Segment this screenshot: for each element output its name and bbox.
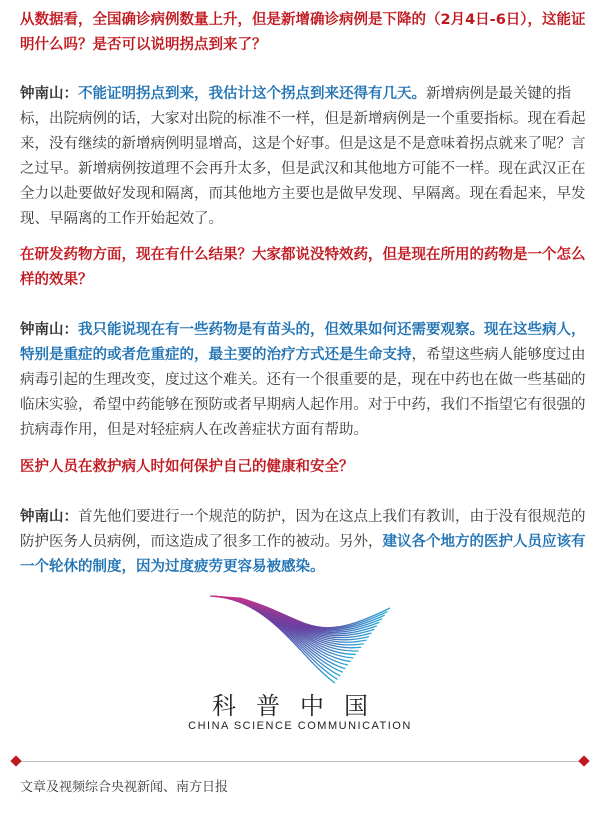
answer-2 xyxy=(20,318,586,443)
source-credit: 文章及视频综合央视新闻、南方日报 xyxy=(20,780,229,795)
speaker-label: 钟南山： xyxy=(20,322,78,338)
speaker-label: 钟南山： xyxy=(20,86,78,102)
china-science-communication-logo xyxy=(150,588,450,732)
logo-english-text: CHINA SCIENCE COMMUNICATION xyxy=(188,720,412,732)
answer-text: ，希望这些病人能够度过由病毒引起的生理改变，度过这个难关。还有一个很重要的是，现在中药也在做一些基础的临床实验，希望中药能够在预防或者早期病人起作用。对于中药，我们不指望它有很强的抗病毒作用，但是对轻症病人在改善症状方面有帮助。 xyxy=(20,347,586,438)
logo-chinese-text: 科普中国 xyxy=(212,692,388,720)
question-1: 从数据看，全国确诊病例数量上升，但是新增确诊病例是下降的（2月4日-6日），这能证明什么吗？是否可以说明拐点到来了？ xyxy=(20,12,586,53)
divider-line xyxy=(14,761,586,762)
answer-highlight: 建议各个地方的医护人员应该有一个轮休的制度，因为过度疲劳更容易被感染。 xyxy=(20,534,586,575)
answer-text: 新增病例是最关键的指标，出院病例的话，大家对出院的标准不一样，但是新增病例是一个重要指标。现在看起来，没有继续的新增病例明显增高，这是个好事。但是这是不是意味着拐点就来了呢？言之过早。新增病例按道理不会再升太多，但是武汉和其他地方可能不一样。现在武汉正在全力以赴要做好发现和隔离，而其他地方主要也是做早发现、早隔离。现在看起来，早发现、早隔离的工作开始起效了。 xyxy=(20,86,586,227)
logo-wave-graphic xyxy=(150,588,450,688)
question-3: 医护人员在救护病人时如何保护自己的健康和安全？ xyxy=(20,459,354,475)
answer-text: 首先他们要进行一个规范的防护，因为在这点上我们有教训，由于没有很规范的防护医务人员病例，而这造成了很多工作的被动。另外， xyxy=(20,509,586,550)
answer-1 xyxy=(20,82,586,232)
divider-diamond-left xyxy=(10,755,21,766)
divider-diamond-right xyxy=(578,755,589,766)
answer-3 xyxy=(20,505,586,580)
answer-highlight: 我只能说现在有一些药物是有苗头的，但效果如何还需要观察。现在这些病人，特别是重症的或者危重症的，最主要的治疗方式还是生命支持 xyxy=(20,322,586,363)
answer-highlight: 不能证明拐点到来，我估计这个拐点到来还得有几天。 xyxy=(78,86,426,102)
question-2: 在研发药物方面，现在有什么结果？大家都说没特效药，但是现在所用的药物是一个怎么样的效果？ xyxy=(20,247,586,288)
speaker-label: 钟南山： xyxy=(20,509,78,525)
